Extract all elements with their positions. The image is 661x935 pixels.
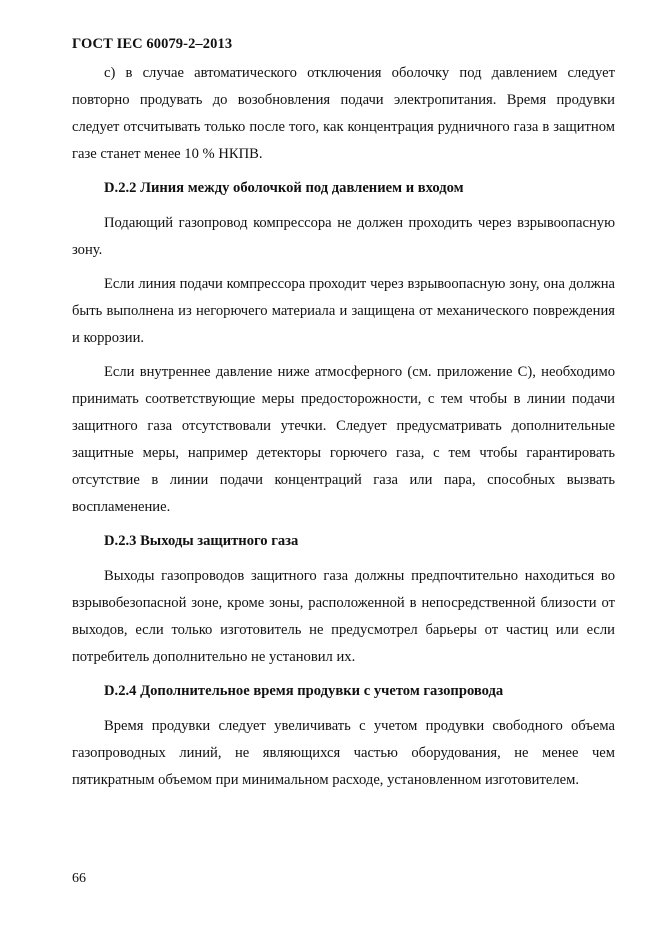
document-code-header: ГОСТ IEC 60079-2–2013 <box>72 36 233 52</box>
paragraph-gas-outlets: Выходы газопроводов защитного газа должны предпочтительно находиться во взрывобезопасной зоне, кроме зоны, расположенной в непосредственной близости от выходов, если только изготовитель не предусмотрел барьеры от частиц или если потребитель дополнительно не установил их. <box>72 568 615 665</box>
paragraph-compressor-pipeline: Подающий газопровод компрессора не должен проходить через взрывоопасную зону. <box>72 215 615 258</box>
section-heading-d24: D.2.4 Дополнительное время продувки с учетом газопровода <box>104 683 504 699</box>
section-heading-d22: D.2.2 Линия между оболочкой под давлением и входом <box>104 180 464 196</box>
paragraph-c-purging: c) в случае автоматического отключения оболочку под давлением следует повторно продувать до возобновления подачи электропитания. Время продувки следует отсчитывать только после того, как концентрация рудничного газа в защитном газе станет менее 10 % НКПВ. <box>72 65 615 162</box>
paragraph-internal-pressure: Если внутреннее давление ниже атмосферного (см. приложение С), необходимо принимать соответствующие меры предосторожности, с тем чтобы в линии подачи защитного газа отсутствовали утечки. Следует предусматривать дополнительные защитные меры, например детекторы горючего газа, с тем чтобы гарантировать отсутствие в линии подачи концентраций газа или пара, способных вызвать воспламенение. <box>72 364 615 515</box>
paragraph-supply-line-material: Если линия подачи компрессора проходит через взрывоопасную зону, она должна быть выполнена из негорючего материала и защищена от механического повреждения и коррозии. <box>72 276 615 346</box>
document-body <box>72 60 615 794</box>
section-heading-d23: D.2.3 Выходы защитного газа <box>104 533 299 549</box>
paragraph-additional-purge-time: Время продувки следует увеличивать с учетом продувки свободного объема газопроводных линий, не являющихся частью оборудования, не менее чем пятикратным объемом при минимальном расходе, установленном изготовителем. <box>72 718 615 788</box>
page-number: 66 <box>72 871 86 886</box>
